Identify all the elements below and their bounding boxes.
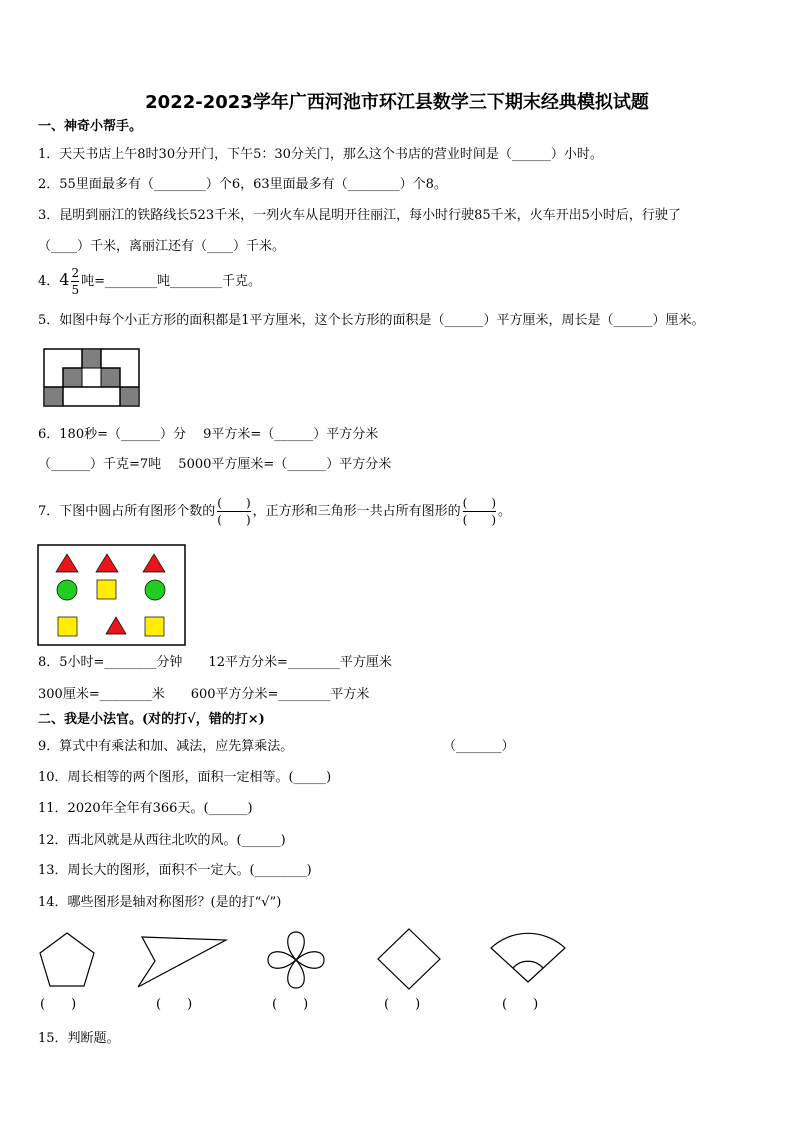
blank-fraction-2: $\frac{( )}{( )}$ — [462, 496, 497, 527]
question-10: 10．周长相等的两个图形，面积一定相等。(_____) — [38, 770, 332, 785]
question-13: 13．周长大的图形，面积不一定大。(________) — [38, 863, 312, 878]
q14-blank-1: ( ) — [40, 997, 77, 1012]
question-2: 2．55里面最多有（________）个6，63里面最多有（________）个8。 — [38, 177, 447, 192]
mixed-number-fraction — [71, 266, 79, 297]
gray-square — [63, 368, 82, 387]
question-12: 12．西北风就是从西往北吹的风。(______) — [38, 833, 286, 848]
question-3-line-2: （____）千米，离丽江还有（____）千米。 — [38, 239, 286, 254]
blank-fraction-1: $\frac{( )}{( )}$ — [217, 496, 251, 527]
question-4-number: 4． — [38, 274, 60, 289]
question-3-line-1: 3．昆明到丽江的铁路线长523千米，一列火车从昆明开往丽江，每小时行驶85千米，火车开出5小时后，行驶了 — [38, 208, 681, 223]
gray-square — [120, 387, 139, 406]
unit-square-rectangle-figure — [43, 348, 141, 408]
question-4 — [38, 266, 261, 297]
question-5: 5．如图中每个小正方形的面积都是1平方厘米，这个长方形的面积是（______）平方厘米，周长是（______）厘米。 — [38, 313, 705, 328]
mixed-number-whole: 4 — [59, 270, 70, 289]
shapes-figure — [37, 544, 187, 647]
four-petal-flower-shape — [264, 928, 328, 992]
question-9-blank: （_______） — [443, 739, 515, 754]
question-1: 1．天天书店上午8时30分开门，下午5：30分关门，那么这个书店的营业时间是（______）小时。 — [38, 147, 603, 162]
question-15: 15．判断题。 — [38, 1031, 120, 1046]
section-1-heading: 一、神奇小帮手。 — [38, 119, 143, 134]
green-circle — [57, 580, 77, 600]
question-9: 9．算式中有乘法和加、减法，应先算乘法。 — [38, 739, 294, 754]
question-7 — [38, 490, 511, 534]
green-circle — [145, 580, 165, 600]
q14-blank-2: ( ) — [156, 997, 193, 1012]
yellow-square — [97, 580, 116, 599]
question-11: 11．2020年全年有366天。(______) — [38, 801, 253, 816]
diamond-square-shape — [375, 926, 443, 992]
q14-blank-5: ( ) — [502, 997, 539, 1012]
gray-square — [82, 349, 101, 368]
q14-blank-4: ( ) — [384, 997, 421, 1012]
question-7-before: 7．下图中圆占所有图形个数的 — [38, 504, 216, 519]
yellow-square — [145, 617, 164, 636]
question-14: 14．哪些图形是轴对称图形？(是的打“√”) — [38, 895, 282, 910]
gray-square — [101, 368, 120, 387]
question-4-text: 吨=________吨________千克。 — [81, 274, 262, 289]
gray-square — [44, 387, 63, 406]
arrow-triangle-shape — [132, 933, 228, 989]
fraction-denominator: 5 — [71, 283, 80, 297]
section-2-heading: 二、我是小法官。(对的打√，错的打×) — [38, 712, 265, 727]
question-7-after: 。 — [498, 504, 512, 519]
question-6-line-1: 6．180秒=（______）分 9平方米=（______）平方分米 — [38, 427, 379, 442]
question-8-line-1: 8．5小时=________分钟 12平方分米=________平方厘米 — [38, 655, 392, 670]
question-7-middle: ，正方形和三角形一共占所有图形的 — [252, 504, 461, 519]
page-title: 2022-2023学年广西河池市环江县数学三下期末经典模拟试题 — [145, 92, 649, 113]
pentagon-shape — [36, 930, 98, 990]
fraction-numerator: 2 — [71, 266, 80, 280]
question-8-line-2: 300厘米=________米 600平方分米=________平方米 — [38, 687, 370, 702]
fan-sector-shape — [488, 930, 568, 986]
question-6-line-2: （______）千克=7吨 5000平方厘米=（______）平方分米 — [38, 457, 392, 472]
yellow-square — [58, 617, 77, 636]
q14-blank-3: ( ) — [272, 997, 309, 1012]
